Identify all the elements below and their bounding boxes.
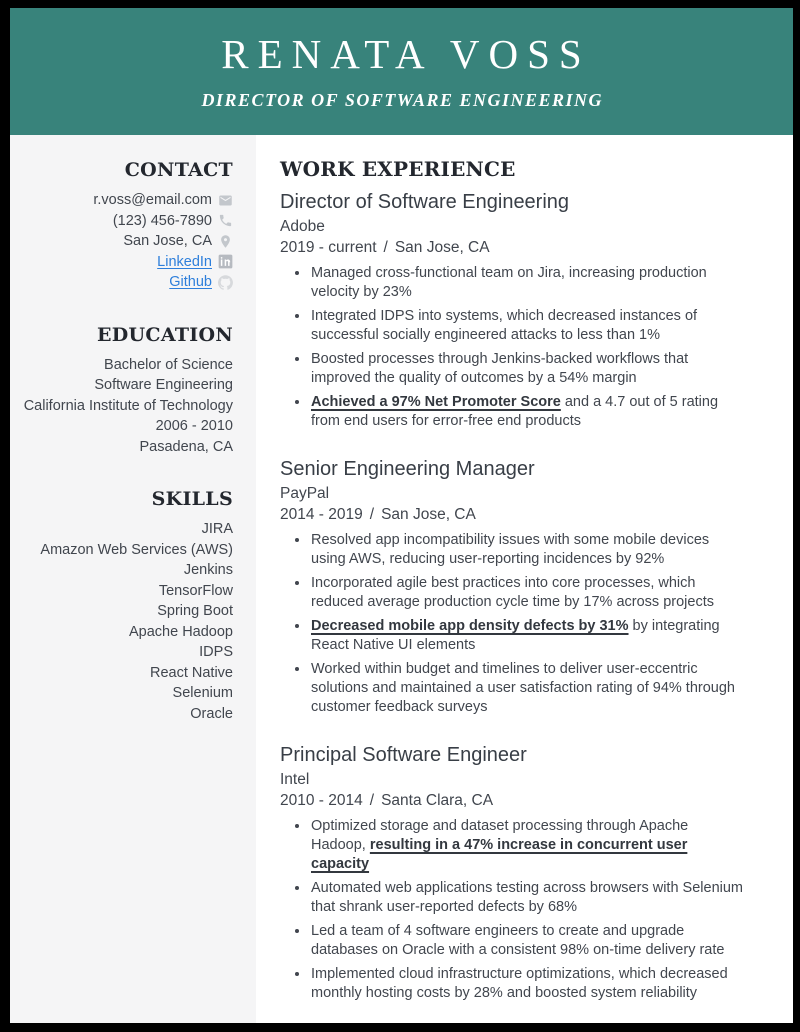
education-line: 2006 - 2010	[155, 418, 233, 434]
job-entry	[280, 189, 745, 431]
bullet-item	[310, 878, 745, 917]
date-separator: /	[369, 506, 375, 523]
skills-list	[22, 519, 233, 724]
job-dates-line	[280, 790, 745, 811]
education-line: Pasadena, CA	[139, 438, 233, 455]
bullet-text: Led a team of 4 software engineers to create and upgrade databases on Oracle with a consistent 98% on-time delivery rate	[311, 923, 725, 958]
bullet-item	[310, 616, 745, 655]
skill-item: TensorFlow	[158, 582, 233, 599]
bullet-item	[310, 573, 745, 612]
bullet-text: Integrated IDPS into systems, which decreased instances of successful socially engineered attacks to less than 1%	[311, 308, 698, 343]
job-title: Senior Engineering Manager	[280, 458, 535, 480]
github-icon	[218, 275, 233, 290]
education-line: California Institute of Technology	[23, 397, 233, 414]
sidebar	[10, 135, 256, 1023]
skill-item: Oracle	[190, 705, 233, 722]
job-title: Director of Software Engineering	[280, 191, 570, 213]
linkedin-link[interactable]: LinkedIn	[157, 253, 212, 270]
job-dates: 2010 - 2014	[280, 792, 363, 809]
job-bullets	[280, 816, 745, 1003]
bullet-text: Automated web applications testing across browsers with Selenium that shrank user-reported defects by 68%	[311, 880, 743, 915]
job-entry	[280, 456, 745, 717]
job-dates: 2014 - 2019	[280, 506, 363, 523]
bullet-item	[310, 816, 745, 874]
job-dates: 2019 - current	[280, 239, 377, 256]
location-pin-icon	[218, 234, 233, 249]
contact-heading: CONTACT	[124, 159, 233, 181]
bullet-text: Managed cross-functional team on Jira, increasing production velocity by 23%	[311, 265, 707, 300]
linkedin-icon	[218, 254, 233, 269]
location-text: San Jose, CA	[123, 233, 212, 250]
job-title: Principal Software Engineer	[280, 744, 527, 766]
banner	[10, 8, 793, 135]
job-location: San Jose, CA	[381, 506, 476, 523]
bullet-text: Optimized storage and dataset processing through Apache Hadoop,	[311, 818, 689, 853]
bullet-text: Implemented cloud infrastructure optimizations, which decreased monthly hosting costs by 28% and boosted system reliability	[311, 966, 728, 1001]
skill-item: React Native	[149, 664, 233, 681]
bullet-highlight: Decreased mobile app density defects by 31%	[311, 618, 629, 634]
date-separator: /	[369, 792, 375, 809]
skill-item: Amazon Web Services (AWS)	[40, 541, 233, 558]
bullet-highlight: resulting in a 47% increase in concurrent user capacity	[311, 837, 688, 872]
bullet-text: Worked within budget and timelines to deliver user-eccentric solutions and maintained a user satisfaction rating of 94% through customer feedback surveys	[311, 661, 735, 715]
contact-item-github	[22, 272, 233, 293]
person-title: DIRECTOR OF SOFTWARE ENGINEERING	[201, 90, 604, 111]
bullet-item	[310, 530, 745, 569]
skills-heading: SKILLS	[151, 488, 233, 510]
education-line: Software Engineering	[94, 377, 233, 393]
skill-item: Spring Boot	[157, 603, 233, 619]
phone-icon	[218, 213, 233, 228]
skill-item: JIRA	[201, 521, 233, 537]
job-entry	[280, 742, 745, 1003]
email-text: r.voss@email.com	[93, 192, 212, 209]
contact-list	[22, 190, 233, 293]
skill-item: Selenium	[172, 685, 233, 701]
content-columns	[10, 135, 793, 1023]
education-heading: EDUCATION	[97, 323, 233, 346]
education-list	[22, 355, 233, 458]
main-content	[256, 135, 793, 1023]
bullet-item	[310, 306, 745, 345]
work-experience-heading: WORK EXPERIENCE	[280, 157, 516, 181]
job-bullets	[280, 263, 745, 431]
education-section	[22, 324, 233, 458]
job-location: Santa Clara, CA	[381, 792, 494, 809]
envelope-icon	[218, 193, 233, 208]
bullet-text: by integrating React Native UI elements	[311, 618, 720, 653]
education-line: Bachelor of Science	[104, 356, 233, 373]
contact-item-linkedin	[22, 252, 233, 273]
job-company: Intel	[280, 771, 310, 788]
date-separator: /	[383, 239, 388, 256]
contact-section	[22, 159, 233, 293]
job-location: San Jose, CA	[394, 239, 490, 256]
bullet-item	[310, 349, 745, 388]
skill-item: Apache Hadoop	[129, 623, 233, 640]
bullet-text: Resolved app incompatibility issues with some mobile devices using AWS, reducing user-reporting incidences by 92%	[311, 532, 710, 567]
bullet-text: and a 4.7 out of 5 rating from end users for error-free end products	[311, 394, 719, 429]
contact-item-email	[22, 190, 233, 211]
person-name: RENATA VOSS	[221, 30, 591, 77]
skill-item: Jenkins	[183, 562, 233, 578]
skill-item: IDPS	[199, 644, 233, 660]
bullet-item	[310, 921, 745, 960]
contact-item-location	[22, 231, 233, 252]
bullet-item	[310, 659, 745, 717]
job-dates-line	[280, 504, 745, 525]
bullet-item	[310, 964, 745, 1003]
bullet-text: Incorporated agile best practices into core processes, which reduced average production cycle time by 17% across projects	[311, 575, 714, 610]
bullet-highlight: Achieved a 97% Net Promoter Score	[311, 394, 561, 410]
jobs-list	[280, 189, 745, 1003]
bullet-item	[310, 263, 745, 302]
job-dates-line	[280, 237, 745, 258]
phone-text: (123) 456-7890	[112, 212, 212, 229]
job-company: PayPal	[280, 485, 330, 502]
contact-item-phone	[22, 211, 233, 232]
job-company: Adobe	[280, 218, 325, 235]
bullet-item	[310, 392, 745, 431]
skills-section	[22, 488, 233, 724]
github-link[interactable]: Github	[169, 274, 212, 291]
bullet-text: Boosted processes through Jenkins-backed workflows that improved the quality of outcomes by a 54% margin	[311, 351, 689, 386]
job-bullets	[280, 530, 745, 717]
